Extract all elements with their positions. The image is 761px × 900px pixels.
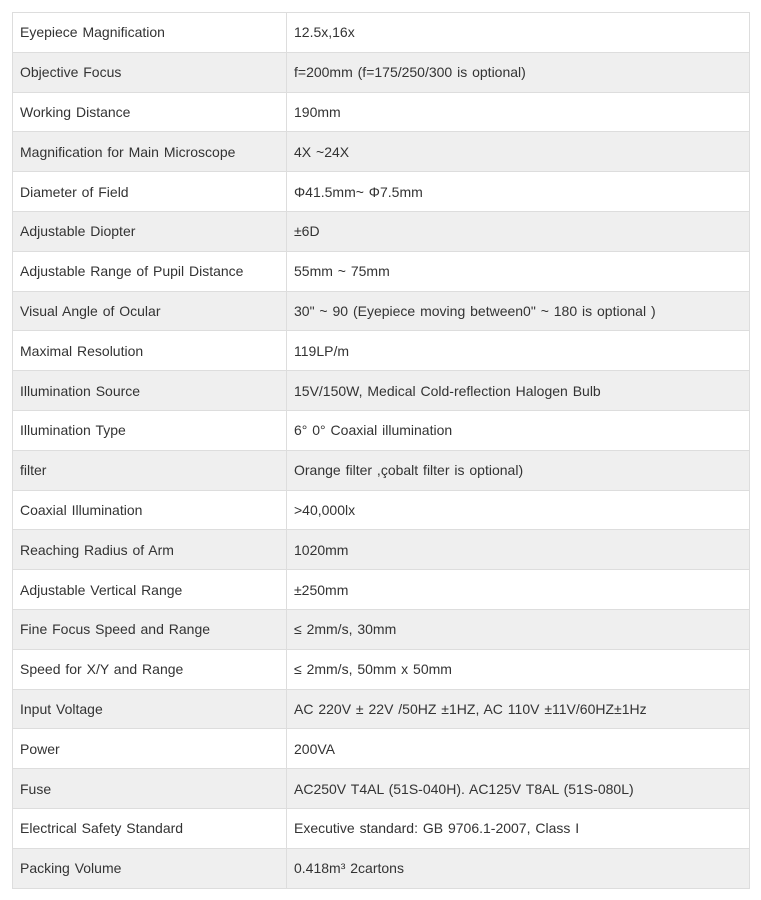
spec-value: 0.418m³ 2cartons <box>287 848 750 888</box>
spec-label: Magnification for Main Microscope <box>13 132 287 172</box>
spec-row-adjustable-diopter <box>13 211 750 251</box>
spec-label: Visual Angle of Ocular <box>13 291 287 331</box>
spec-value: AC250V T4AL (51S-040H). AC125V T8AL (51S-080L) <box>287 769 750 809</box>
spec-label: Coaxial Illumination <box>13 490 287 530</box>
spec-value: ≤ 2mm/s, 50mm x 50mm <box>287 649 750 689</box>
spec-value: >40,000lx <box>287 490 750 530</box>
spec-label: Fine Focus Speed and Range <box>13 609 287 649</box>
spec-value: 6° 0° Coaxial illumination <box>287 410 750 450</box>
spec-label: Adjustable Range of Pupil Distance <box>13 251 287 291</box>
spec-value: Orange filter ,çobalt filter is optional) <box>287 450 750 490</box>
spec-value: 200VA <box>287 729 750 769</box>
spec-row-arm-radius <box>13 530 750 570</box>
spec-value: 30" ~ 90 (Eyepiece moving between0" ~ 180 is optional ) <box>287 291 750 331</box>
spec-value: 4X ~24X <box>287 132 750 172</box>
spec-row-diameter-of-field <box>13 172 750 212</box>
spec-value: 190mm <box>287 92 750 132</box>
spec-row-visual-angle <box>13 291 750 331</box>
spec-label: filter <box>13 450 287 490</box>
spec-label: Reaching Radius of Arm <box>13 530 287 570</box>
spec-row-packing-volume <box>13 848 750 888</box>
spec-label: Fuse <box>13 769 287 809</box>
spec-value: Executive standard: GB 9706.1-2007, Class I <box>287 808 750 848</box>
spec-row-filter <box>13 450 750 490</box>
spec-label: Power <box>13 729 287 769</box>
spec-label: Speed for X/Y and Range <box>13 649 287 689</box>
spec-row-xy-speed <box>13 649 750 689</box>
spec-value: Φ41.5mm~ Φ7.5mm <box>287 172 750 212</box>
spec-label: Illumination Source <box>13 371 287 411</box>
spec-row-coaxial-illumination <box>13 490 750 530</box>
spec-row-objective-focus <box>13 52 750 92</box>
spec-row-safety-standard <box>13 808 750 848</box>
spec-value: f=200mm (f=175/250/300 is optional) <box>287 52 750 92</box>
spec-value: 119LP/m <box>287 331 750 371</box>
spec-value: ±6D <box>287 211 750 251</box>
spec-value: 15V/150W, Medical Cold-reflection Halogen Bulb <box>287 371 750 411</box>
spec-label: Adjustable Diopter <box>13 211 287 251</box>
specification-table <box>12 12 750 889</box>
spec-row-eyepiece-magnification <box>13 13 750 53</box>
spec-row-vertical-range <box>13 570 750 610</box>
spec-row-fine-focus <box>13 609 750 649</box>
spec-row-illumination-type <box>13 410 750 450</box>
spec-label: Electrical Safety Standard <box>13 808 287 848</box>
spec-row-illumination-source <box>13 371 750 411</box>
spec-value: ±250mm <box>287 570 750 610</box>
spec-value: 55mm ~ 75mm <box>287 251 750 291</box>
spec-value: 1020mm <box>287 530 750 570</box>
spec-label: Diameter of Field <box>13 172 287 212</box>
spec-row-pupil-distance <box>13 251 750 291</box>
spec-value: 12.5x,16x <box>287 13 750 53</box>
spec-row-power <box>13 729 750 769</box>
spec-row-working-distance <box>13 92 750 132</box>
spec-label: Objective Focus <box>13 52 287 92</box>
spec-label: Eyepiece Magnification <box>13 13 287 53</box>
spec-row-fuse <box>13 769 750 809</box>
spec-row-main-magnification <box>13 132 750 172</box>
spec-row-maximal-resolution <box>13 331 750 371</box>
spec-label: Maximal Resolution <box>13 331 287 371</box>
spec-label: Illumination Type <box>13 410 287 450</box>
spec-row-input-voltage <box>13 689 750 729</box>
spec-label: Adjustable Vertical Range <box>13 570 287 610</box>
spec-label: Packing Volume <box>13 848 287 888</box>
spec-value: AC 220V ± 22V /50HZ ±1HZ, AC 110V ±11V/60HZ±1Hz <box>287 689 750 729</box>
spec-label: Working Distance <box>13 92 287 132</box>
spec-label: Input Voltage <box>13 689 287 729</box>
spec-value: ≤ 2mm/s, 30mm <box>287 609 750 649</box>
